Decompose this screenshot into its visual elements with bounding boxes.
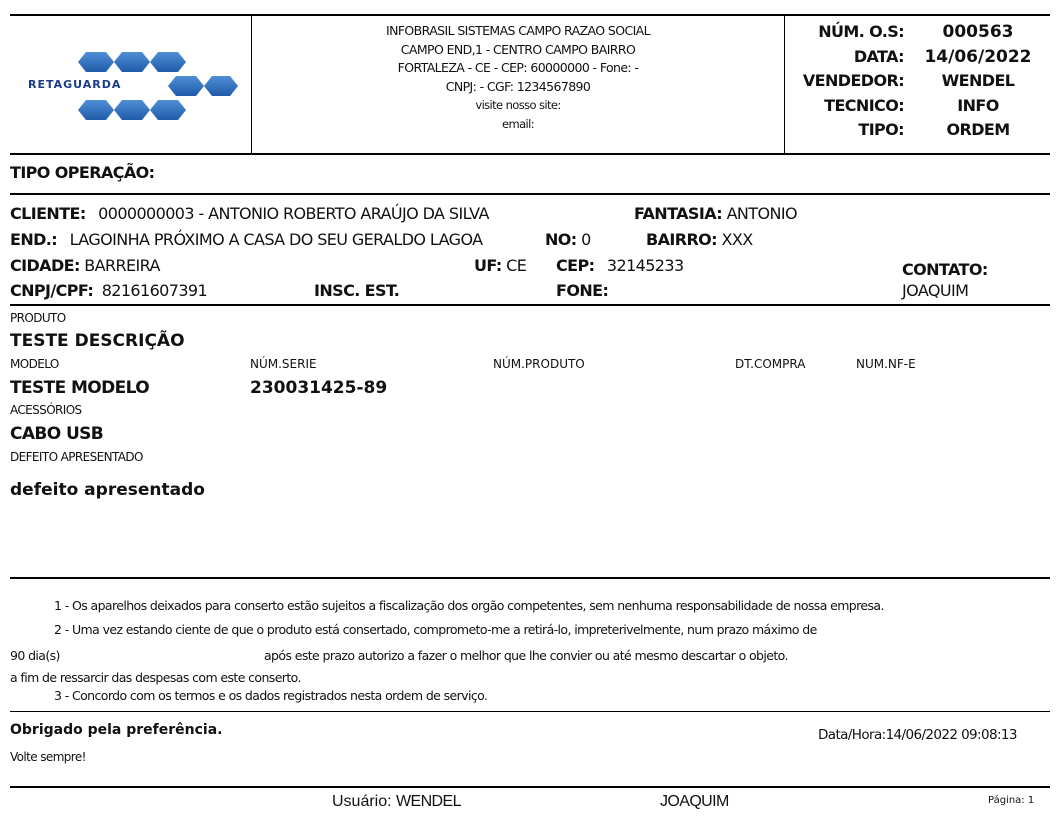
order-type-value: ORDEM bbox=[946, 120, 1010, 139]
cep-value: 32145233 bbox=[606, 256, 684, 275]
footer-contato: JOAQUIM bbox=[660, 793, 729, 810]
serie-value: 230031425-89 bbox=[250, 378, 388, 398]
fantasia-value: ANTONIO bbox=[726, 204, 797, 223]
fone-label: FONE: bbox=[556, 281, 609, 300]
company-line-1: INFOBRASIL SISTEMAS CAMPO RAZAO SOCIAL bbox=[385, 23, 651, 38]
fantasia-row bbox=[634, 204, 797, 223]
no-value: 0 bbox=[581, 230, 591, 249]
header-bottom-border bbox=[10, 153, 1050, 155]
client-value: 0000000003 - ANTONIO ROBERTO ARAÚJO DA SILVA bbox=[98, 204, 489, 223]
volte-text: Volte sempre! bbox=[10, 750, 86, 764]
usuario-label: Usuário: bbox=[332, 793, 392, 810]
client-label: CLIENTE: bbox=[10, 204, 86, 223]
produto-descricao: TESTE DESCRIÇÃO bbox=[10, 331, 185, 351]
cidade-row bbox=[10, 256, 160, 275]
uf-value: CE bbox=[506, 256, 527, 275]
contato-value: JOAQUIM bbox=[902, 281, 969, 300]
order-values bbox=[910, 20, 1046, 143]
order-type-label: TIPO: bbox=[858, 120, 904, 139]
serie-label: NÚM.SERIE bbox=[250, 357, 317, 371]
term-2: 2 - Uma vez estando ciente de que o produto está consertado, comprometo-me a retirá-lo, impreterivelmente, num prazo máximo de bbox=[54, 622, 817, 637]
address-row bbox=[10, 230, 483, 249]
term-1: 1 - Os aparelhos deixados para conserto estão sujeitos a fiscalização dos orgão competentes, sem nenhuma responsabilidade de nossa empresa. bbox=[54, 598, 884, 613]
defeito-label: DEFEITO APRESENTADO bbox=[10, 450, 143, 464]
company-logo bbox=[24, 50, 238, 126]
cep-label: CEP: bbox=[556, 256, 595, 275]
order-num-value: 000563 bbox=[942, 22, 1014, 42]
usuario-row bbox=[332, 793, 461, 811]
term-3: 3 - Concordo com os termos e os dados registrados nesta ordem de serviço. bbox=[54, 688, 488, 703]
footer-divider bbox=[10, 786, 1050, 788]
defeito-value: defeito apresentado bbox=[10, 480, 205, 500]
datetime-text: Data/Hora:14/06/2022 09:08:13 bbox=[818, 727, 1017, 743]
uf-row bbox=[474, 256, 526, 275]
cnpj-label: CNPJ/CPF: bbox=[10, 281, 94, 300]
term-2-days: 90 dia(s) bbox=[10, 648, 60, 663]
acessorios-value: CABO USB bbox=[10, 424, 104, 444]
insc-est-label: INSC. EST. bbox=[314, 281, 400, 300]
order-date-label: DATA: bbox=[853, 46, 904, 66]
term-2-cont: após este prazo autorizo a fazer o melhor que lhe convier ou até mesmo descartar o objeto. bbox=[264, 648, 788, 663]
produto-label: PRODUTO bbox=[10, 311, 66, 325]
contato-label: CONTATO: bbox=[902, 260, 988, 279]
usuario-value: WENDEL bbox=[396, 793, 461, 810]
cidade-value: BARREIRA bbox=[84, 256, 160, 275]
order-date-value: 14/06/2022 bbox=[924, 46, 1032, 67]
order-num-label: NÚM. O.S: bbox=[818, 22, 904, 41]
client-row bbox=[10, 204, 489, 223]
terms-divider bbox=[10, 711, 1050, 712]
header-top-border bbox=[10, 14, 1050, 16]
no-label: NO: bbox=[545, 230, 577, 249]
dt-compra-label: DT.COMPRA bbox=[735, 357, 806, 371]
header-divider-right bbox=[784, 15, 785, 154]
client-divider bbox=[10, 304, 1050, 306]
num-produto-label: NÚM.PRODUTO bbox=[493, 357, 585, 371]
modelo-label: MODELO bbox=[10, 357, 59, 371]
num-nfe-label: NUM.NF-E bbox=[856, 357, 916, 371]
uf-label: UF: bbox=[474, 256, 502, 275]
thanks-text: Obrigado pela preferência. bbox=[10, 722, 223, 738]
company-line-5: visite nosso site: bbox=[475, 98, 561, 112]
end-label: END.: bbox=[10, 230, 58, 249]
fantasia-label: FANTASIA: bbox=[634, 204, 723, 223]
term-2-end: a fim de ressarcir das despesas com este conserto. bbox=[10, 670, 301, 685]
number-row bbox=[545, 230, 591, 249]
cnpj-value: 82161607391 bbox=[101, 281, 208, 300]
cep-row bbox=[556, 256, 684, 275]
company-line-3: FORTALEZA - CE - CEP: 60000000 - Fone: - bbox=[397, 60, 639, 75]
cnpj-row bbox=[10, 281, 207, 300]
acessorios-label: ACESSÓRIOS bbox=[10, 403, 82, 417]
company-line-4: CNPJ: - CGF: 1234567890 bbox=[445, 78, 591, 94]
modelo-value: TESTE MODELO bbox=[10, 378, 150, 398]
end-value: LAGOINHA PRÓXIMO A CASA DO SEU GERALDO LAGOA bbox=[69, 230, 483, 249]
cidade-label: CIDADE: bbox=[10, 256, 80, 275]
order-seller-value: WENDEL bbox=[941, 71, 1015, 90]
order-tech-label: TECNICO: bbox=[824, 95, 904, 115]
tipo-operacao-divider bbox=[10, 193, 1050, 195]
bairro-value: XXX bbox=[721, 230, 753, 249]
order-labels bbox=[790, 20, 904, 143]
bairro-row bbox=[646, 230, 753, 249]
tipo-operacao-label: TIPO OPERAÇÃO: bbox=[10, 163, 155, 182]
product-divider bbox=[10, 577, 1050, 579]
page-number: Página: 1 bbox=[988, 795, 1035, 806]
company-info bbox=[252, 22, 784, 133]
order-seller-label: VENDEDOR: bbox=[802, 71, 904, 90]
company-line-2: CAMPO END,1 - CENTRO CAMPO BAIRRO bbox=[400, 41, 636, 57]
order-tech-value: INFO bbox=[957, 95, 999, 115]
logo-text: RETAGUARDA bbox=[28, 78, 122, 91]
bairro-label: BAIRRO: bbox=[646, 230, 717, 249]
company-line-6: email: bbox=[502, 116, 534, 131]
